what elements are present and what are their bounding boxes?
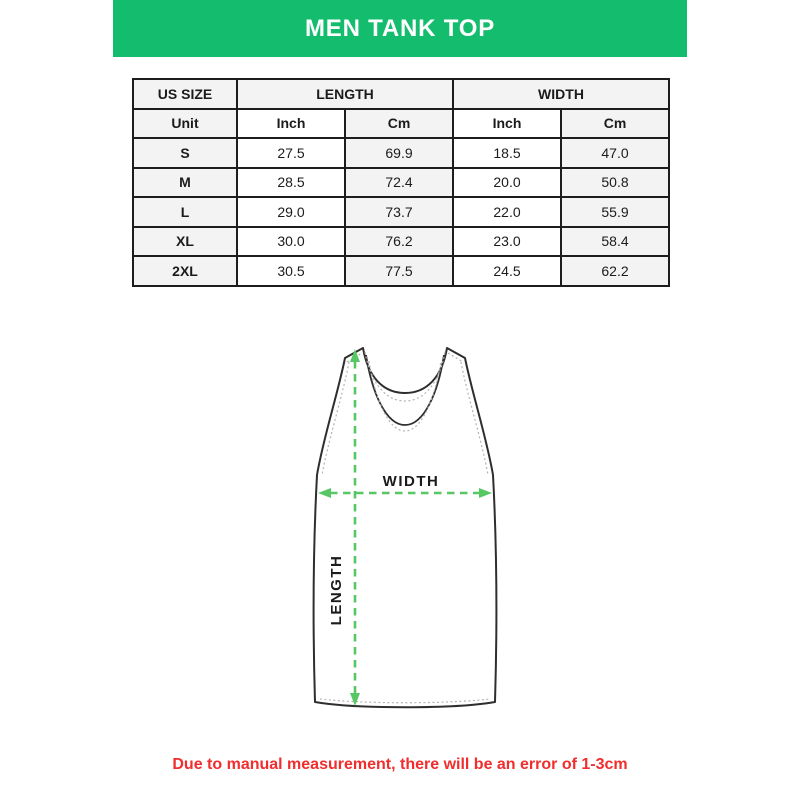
size-cell: XL (133, 227, 237, 257)
table-row (133, 256, 669, 286)
table-row (133, 168, 669, 198)
value-cell: 30.5 (237, 256, 345, 286)
unit-cell: Cm (561, 109, 669, 139)
tank-top-diagram (280, 335, 530, 725)
size-cell: L (133, 197, 237, 227)
title-banner (113, 0, 687, 57)
col-header-width: WIDTH (453, 79, 669, 109)
col-header-us-size: US SIZE (133, 79, 237, 109)
unit-cell: Inch (453, 109, 561, 139)
measurement-note: Due to manual measurement, there will be an error of 1-3cm (172, 756, 628, 773)
value-cell: 72.4 (345, 168, 453, 198)
unit-row (133, 109, 669, 139)
unit-label-cell: Unit (133, 109, 237, 139)
value-cell: 69.9 (345, 138, 453, 168)
size-chart-table (132, 78, 670, 287)
unit-cell: Inch (237, 109, 345, 139)
value-cell: 29.0 (237, 197, 345, 227)
size-cell: 2XL (133, 256, 237, 286)
value-cell: 77.5 (345, 256, 453, 286)
width-label: WIDTH (382, 473, 440, 490)
size-cell: M (133, 168, 237, 198)
value-cell: 24.5 (453, 256, 561, 286)
value-cell: 20.0 (453, 168, 561, 198)
value-cell: 18.5 (453, 138, 561, 168)
page-title: MEN TANK TOP (304, 14, 496, 42)
value-cell: 23.0 (453, 227, 561, 257)
value-cell: 47.0 (561, 138, 669, 168)
value-cell: 58.4 (561, 227, 669, 257)
value-cell: 22.0 (453, 197, 561, 227)
unit-cell: Cm (345, 109, 453, 139)
value-cell: 50.8 (561, 168, 669, 198)
value-cell: 30.0 (237, 227, 345, 257)
value-cell: 73.7 (345, 197, 453, 227)
size-cell: S (133, 138, 237, 168)
table-row (133, 197, 669, 227)
value-cell: 76.2 (345, 227, 453, 257)
col-header-length: LENGTH (237, 79, 453, 109)
header-row (133, 79, 669, 109)
table-row (133, 138, 669, 168)
value-cell: 27.5 (237, 138, 345, 168)
value-cell: 62.2 (561, 256, 669, 286)
length-label: LENGTH (328, 554, 345, 626)
value-cell: 28.5 (237, 168, 345, 198)
value-cell: 55.9 (561, 197, 669, 227)
tank-top-outline (314, 348, 497, 707)
table-row (133, 227, 669, 257)
